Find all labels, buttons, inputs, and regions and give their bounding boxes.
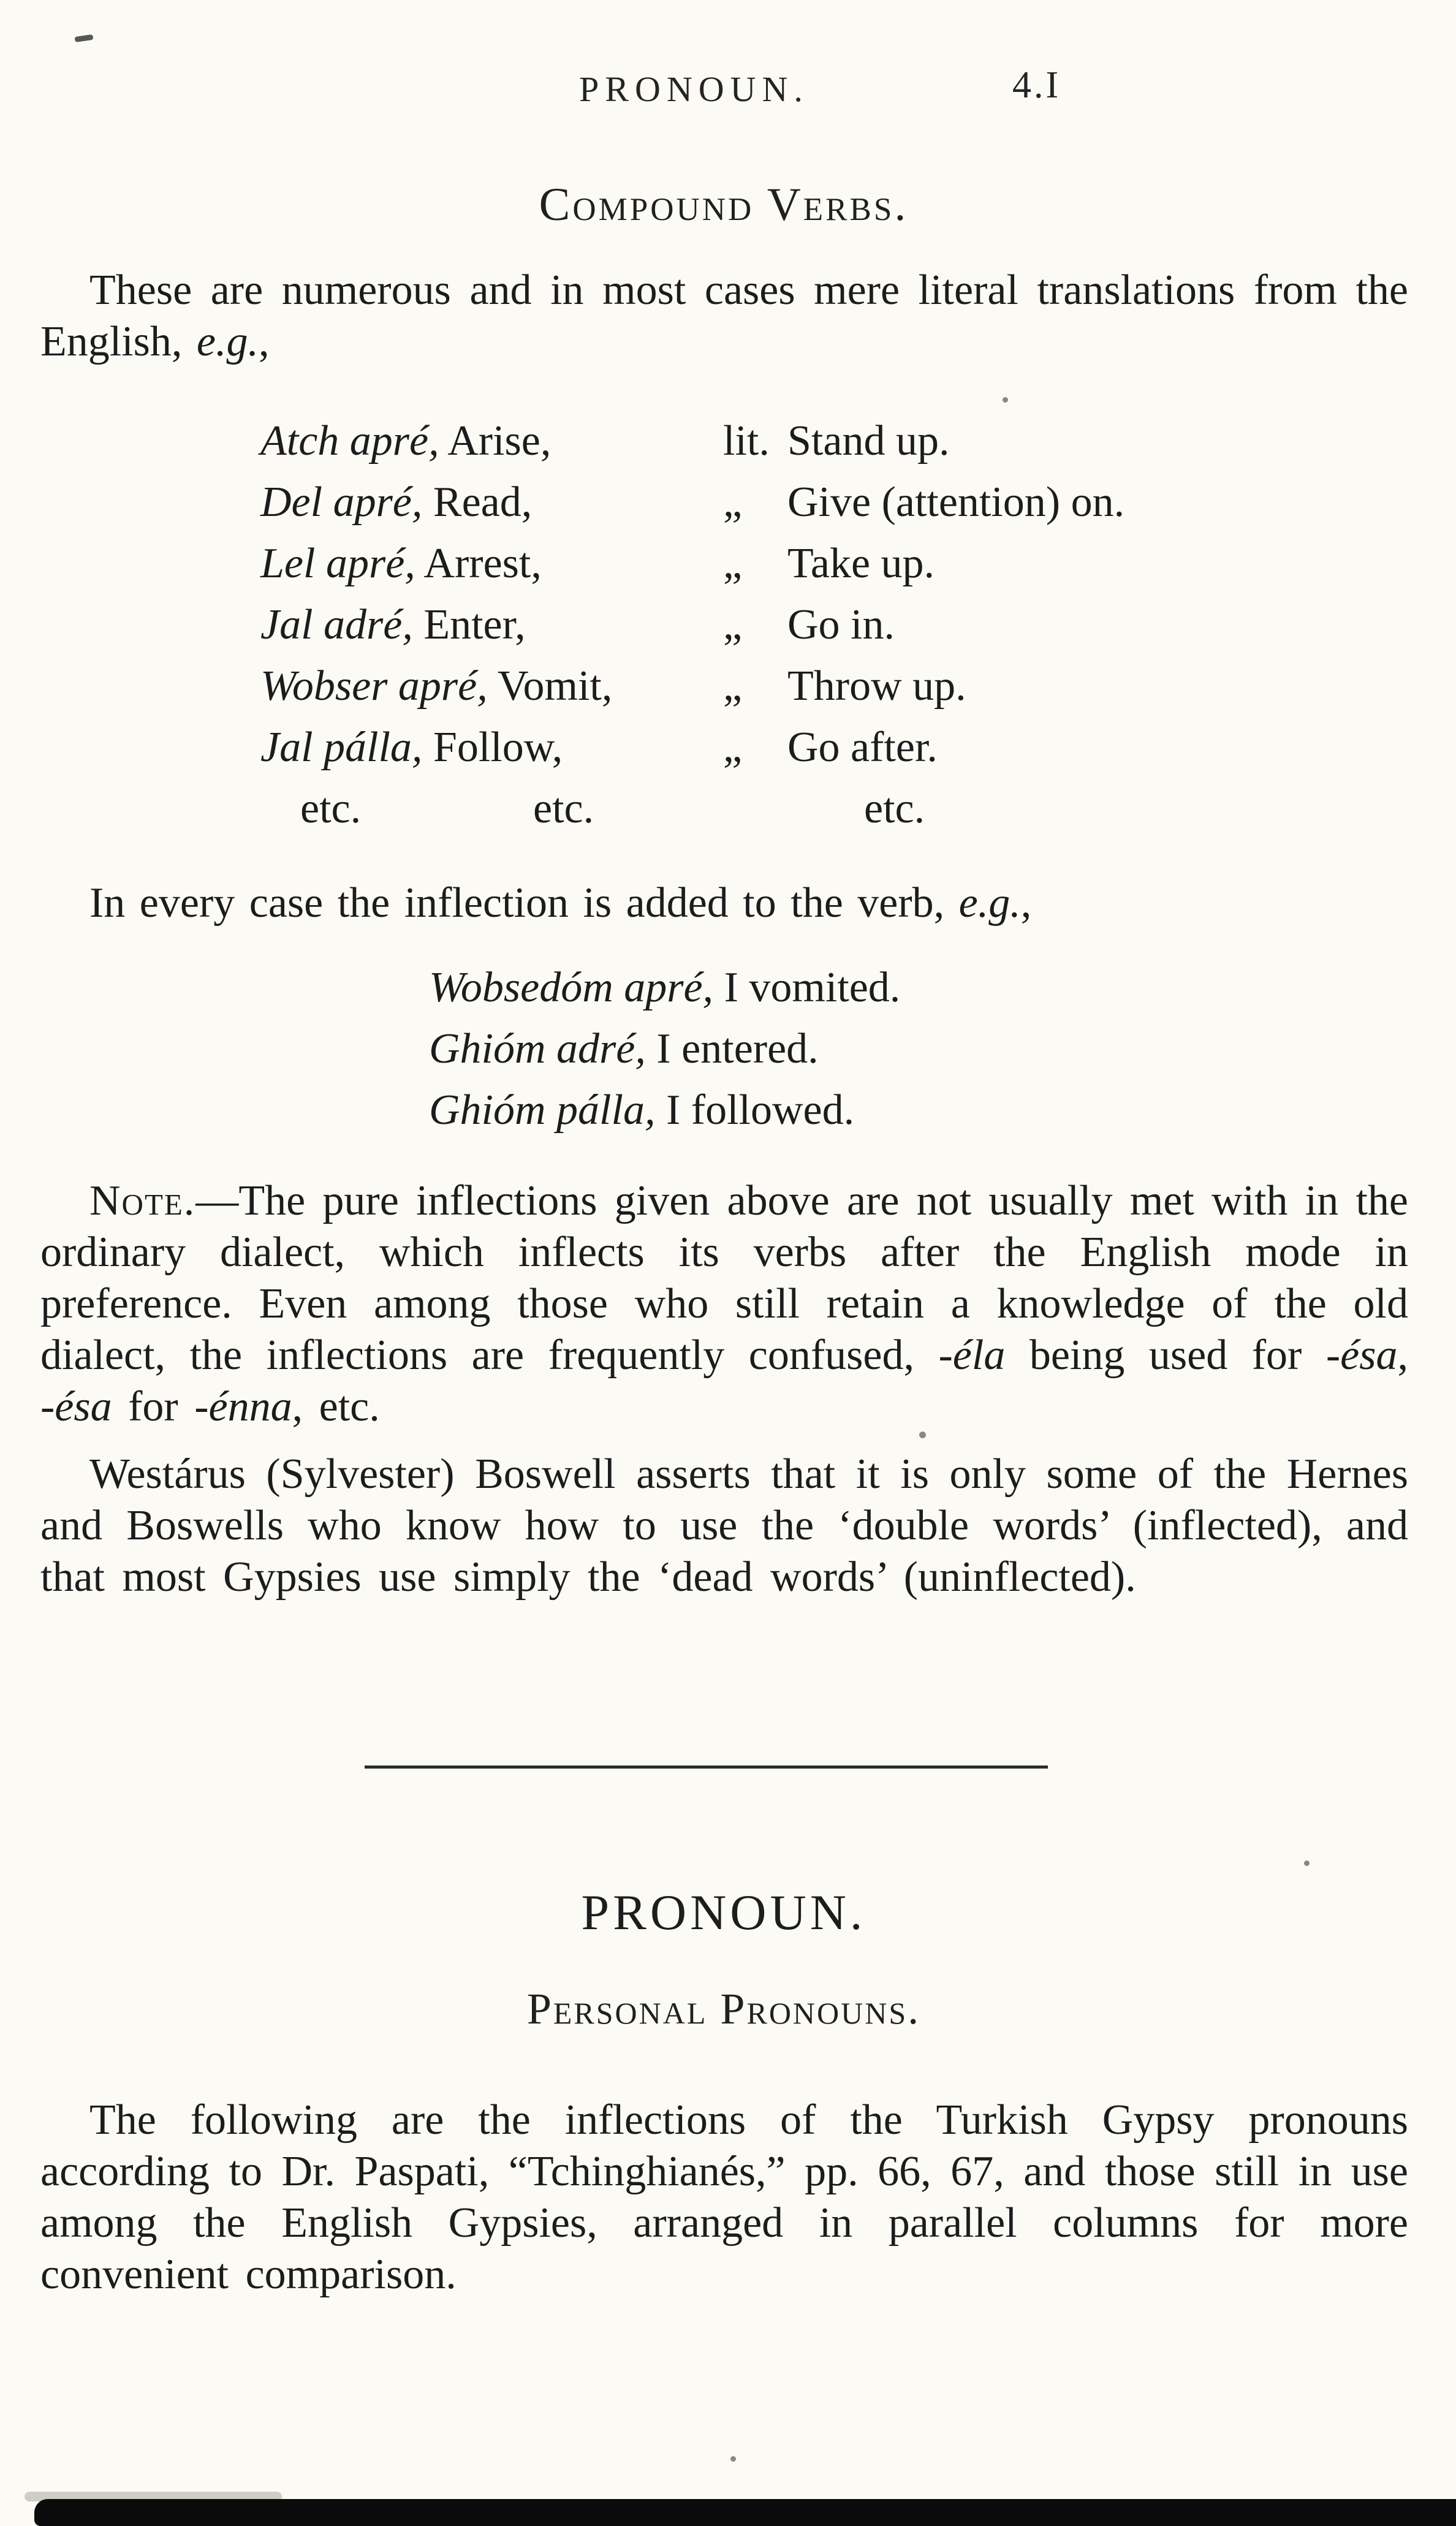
english-meaning: Arrest, [423, 540, 542, 587]
verb-row [260, 411, 1456, 472]
romany-term: Wobser apré, [260, 662, 488, 710]
etc-row [260, 778, 1456, 840]
inflection-examples [429, 957, 1456, 1141]
note-text: for [112, 1383, 195, 1430]
verb-row [260, 594, 1456, 656]
scan-speck [1304, 1860, 1310, 1866]
lit-marker: lit. [723, 417, 770, 465]
running-title: PRONOUN. [579, 69, 809, 109]
section-divider-rule [365, 1766, 1048, 1769]
note-label: Note. [89, 1177, 196, 1224]
intro-text-tail: , [258, 318, 270, 365]
literal-translation: Go in. [787, 601, 895, 648]
scan-speck [1003, 397, 1008, 403]
example-translation: I followed. [655, 1087, 855, 1134]
example-translation: I vomited. [713, 964, 901, 1011]
suffix-ela: -éla [938, 1332, 1006, 1379]
scan-speck [730, 2456, 736, 2462]
english-meaning: Arise, [447, 417, 552, 465]
romany-term: Ghióm adré, [429, 1025, 646, 1072]
page-number: 4.I [1012, 64, 1061, 106]
romany-term: Del apré, [260, 479, 423, 526]
compound-verbs-table [260, 411, 1456, 840]
intro-text: These are numerous and in most cases mere literal translations from the English, [40, 267, 1408, 365]
literal-translation: Throw up. [787, 662, 966, 710]
literal-translation: Give (attention) on. [787, 479, 1125, 526]
literal-translation: Stand up. [787, 417, 950, 465]
english-meaning: Read, [433, 479, 533, 526]
compound-verbs-intro [40, 265, 1408, 368]
inflection-intro [40, 878, 1408, 929]
literal-translation: Take up. [787, 540, 935, 587]
english-meaning: Follow, [433, 724, 563, 771]
eg-abbreviation: e.g. [196, 318, 259, 365]
romany-term: Wobsedóm apré, [429, 964, 714, 1011]
example-line [429, 1080, 1456, 1141]
verb-row [260, 472, 1456, 533]
verb-phrase [260, 656, 723, 717]
inflection-intro-tail: , [1020, 879, 1032, 927]
romany-term: Atch apré, [260, 417, 439, 465]
scan-speck [919, 1432, 926, 1438]
scan-edge-bar [34, 2499, 1456, 2526]
ditto-marker: „ [723, 601, 743, 648]
note-paragraph [40, 1175, 1408, 1433]
verb-phrase [260, 533, 723, 594]
compound-verbs-heading: Compound Verbs. [539, 179, 909, 230]
etc-label: etc. [533, 785, 594, 832]
scan-artifact-dash [75, 34, 94, 42]
ditto-marker: „ [723, 479, 743, 526]
note-text: , etc. [292, 1383, 380, 1430]
personal-pronouns-subheading: Personal Pronouns. [526, 1984, 921, 2033]
etc-label: etc. [864, 785, 925, 832]
romany-term: Lel apré, [260, 540, 415, 587]
ditto-marker: „ [723, 540, 743, 587]
etc-label: etc. [300, 785, 362, 832]
verb-phrase [260, 594, 723, 656]
romany-term: Jal adré, [260, 601, 413, 648]
ditto-marker: „ [723, 724, 743, 771]
romany-term: Ghióm pálla, [429, 1087, 656, 1134]
suffix-esa: -ésa [1325, 1332, 1398, 1379]
pronoun-heading: PRONOUN. [581, 1884, 866, 1940]
ditto-marker: „ [723, 662, 743, 710]
suffix-esa: -ésa [40, 1383, 112, 1430]
example-line [429, 957, 1456, 1018]
romany-term: Jal pálla, [260, 724, 423, 771]
verb-row [260, 656, 1456, 717]
literal-translation: Go after. [787, 724, 938, 771]
verb-row [260, 717, 1456, 778]
note-text: being used for [1005, 1332, 1326, 1379]
verb-phrase [260, 472, 723, 533]
eg-abbreviation: e.g. [958, 879, 1021, 927]
note-text: , [1397, 1332, 1408, 1379]
example-line [429, 1018, 1456, 1080]
pronoun-intro-paragraph: The following are the inflections of the Turkish Gypsy pronouns according to Dr. Paspati, “Tchinghianés,” pp. 66, 67, and those still in use among the English Gypsies, arranged in parallel columns for more convenient comparison. [40, 2096, 1408, 2298]
english-meaning: Vomit, [498, 662, 613, 710]
note-text: —The pure inflections given above are not usually met with in the ordinary dialect, which inflects its verbs after the English mode in preference. Even among those who still retain a knowledge of the old dialect, the inflections are frequently confused, [40, 1177, 1408, 1379]
verb-row [260, 533, 1456, 594]
westarus-paragraph: Westárus (Sylvester) Boswell asserts that it is only some of the Hernes and Boswells who know how to use the ‘double words’ (inflected), and that most Gypsies use simply the ‘dead words’ (uninflected). [40, 1451, 1408, 1601]
suffix-enna: -énna [194, 1383, 292, 1430]
example-translation: I entered. [645, 1025, 819, 1072]
verb-phrase [260, 717, 723, 778]
inflection-intro-text: In every case the inflection is added to the verb, [89, 879, 959, 927]
english-meaning: Enter, [423, 601, 526, 648]
verb-phrase [260, 411, 723, 472]
